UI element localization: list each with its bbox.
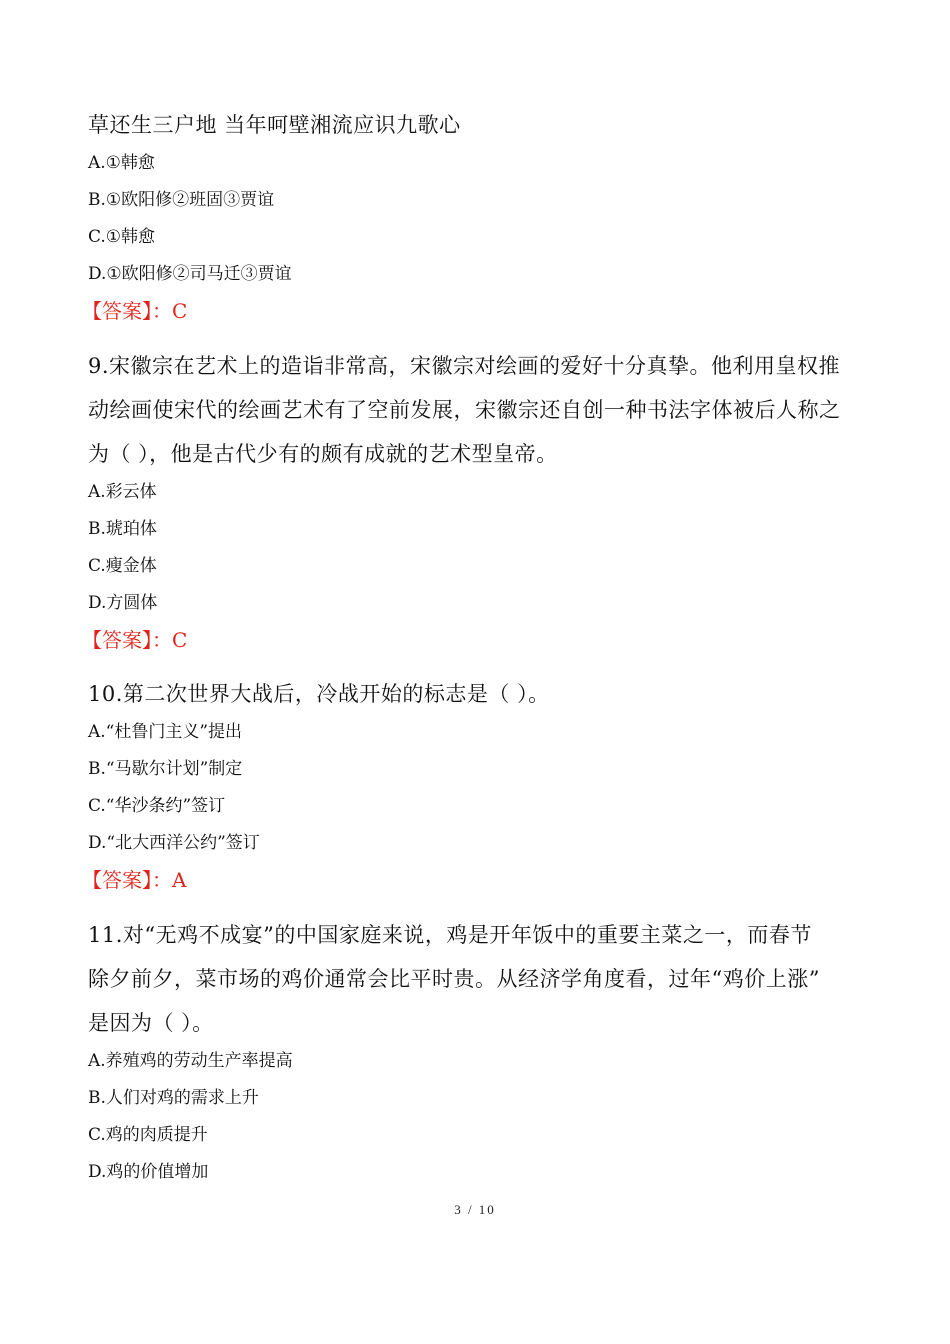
question-10 <box>82 672 868 899</box>
question-10-stem-line-1: 10.第二次世界大战后，冷战开始的标志是（ ）。 <box>88 682 550 706</box>
question-11-option-a: A.养殖鸡的劳动生产率提高 <box>88 1051 293 1071</box>
question-8-option-b: B.①欧阳修②班固③贾谊 <box>88 190 275 210</box>
question-9 <box>82 344 868 659</box>
page-number: 3 / 10 <box>454 1202 496 1217</box>
question-11-option-c: C.鸡的肉质提升 <box>88 1125 208 1145</box>
question-11-stem-line-2: 除夕前夕，菜市场的鸡价通常会比平时贵。从经济学角度看，过年“鸡价上涨” <box>88 967 820 991</box>
question-11-option-d: D.鸡的价值增加 <box>88 1162 209 1182</box>
question-10-answer: 【答案】：A <box>82 868 187 892</box>
question-9-stem-line-2: 动绘画使宋代的绘画艺术有了空前发展，宋徽宗还自创一种书法字体被后人称之 <box>88 398 841 422</box>
question-11-stem-line-3: 是因为（ ）。 <box>88 1011 214 1035</box>
question-9-option-c: C.瘦金体 <box>88 556 157 576</box>
question-11 <box>88 913 868 1191</box>
question-11-option-b: B.人们对鸡的需求上升 <box>88 1088 259 1108</box>
question-9-option-b: B.琥珀体 <box>88 519 157 539</box>
question-11-stem-line-1: 11.对“无鸡不成宴”的中国家庭来说，鸡是开年饭中的重要主菜之一，而春节 <box>88 923 812 947</box>
question-8-stem-tail: 草还生三户地 当年呵壁湘流应识九歌心 <box>88 113 461 137</box>
question-8-option-d: D.①欧阳修②司马迁③贾谊 <box>88 264 292 284</box>
question-9-option-d: D.方圆体 <box>88 593 158 613</box>
question-10-option-a: A.“杜鲁门主义”提出 <box>88 722 243 742</box>
question-10-option-c: C.“华沙条约”签订 <box>88 796 226 816</box>
question-9-option-a: A.彩云体 <box>88 482 157 502</box>
question-10-option-b: B.“马歇尔计划”制定 <box>88 759 243 779</box>
question-8-option-c: C.①韩愈 <box>88 227 156 247</box>
question-9-stem-line-1: 9.宋徽宗在艺术上的造诣非常高，宋徽宗对绘画的爱好十分真挚。他利用皇权推 <box>88 354 841 378</box>
question-10-option-d: D.“北大西洋公约”签订 <box>88 833 260 853</box>
question-9-answer: 【答案】：C <box>82 628 188 652</box>
question-8 <box>82 103 868 330</box>
question-9-stem-line-3: 为（ ），他是古代少有的颇有成就的艺术型皇帝。 <box>88 442 558 466</box>
question-8-answer: 【答案】：C <box>82 299 188 323</box>
question-8-option-a: A.①韩愈 <box>88 153 155 173</box>
